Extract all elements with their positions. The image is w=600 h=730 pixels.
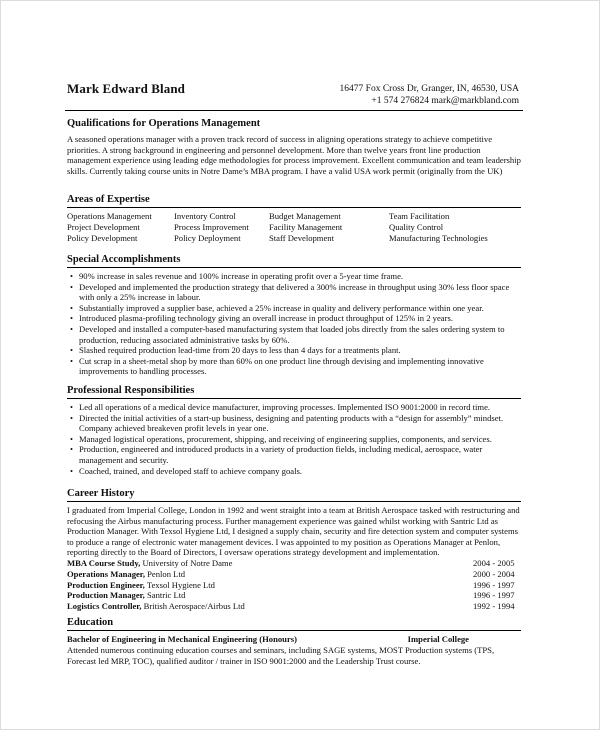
expertise-item: Policy Development	[67, 232, 138, 243]
career-row	[67, 601, 521, 612]
education-text: Attended numerous continuing education courses and seminars, including SAGE systems, MOST Production systems (TPS, Forecast led MRP, TOC), qualified auditor / trainer in ISO 9001:2000 and the Leadership Trust course.	[67, 645, 495, 666]
career-org: University of Notre Dame	[140, 557, 233, 568]
list-item: • Developed and implemented the production strategy that delivered a 300% increase in throughput using 30% less floor space with only a 25% increase in labour.	[67, 282, 521, 303]
career-rows	[67, 558, 521, 612]
list-item: • Developed and installed a computer-based manufacturing system that loaded jobs directly from the sales ordering system to production, reducing associated administrative tasks by 60%.	[67, 324, 521, 345]
accomplishments-list	[67, 271, 521, 377]
career-section	[67, 487, 521, 612]
education-section	[67, 616, 521, 666]
expertise-item: Quality Control	[389, 221, 444, 232]
education-degree: Bachelor of Engineering in Mechanical Engineering (Honours)	[67, 634, 297, 644]
career-heading: Career History	[67, 487, 521, 502]
expertise-grid	[67, 211, 521, 243]
list-item: • Slashed required production lead-time from 20 days to less than 4 days for a treatments plant.	[67, 345, 521, 356]
career-years: 1996 - 1997	[473, 590, 515, 601]
list-item: • Coached, trained, and developed staff to achieve company goals.	[67, 466, 521, 477]
header-divider	[65, 110, 523, 111]
education-degree-line	[67, 634, 521, 645]
career-org: British Aerospace/Airbus Ltd	[141, 601, 245, 612]
career-years: 2000 - 2004	[473, 568, 515, 579]
accomplishments-section	[67, 253, 521, 377]
list-item: • Production, engineered and introduced products in a variety of production fields, including medical, aerospace, water management and security.	[67, 444, 521, 465]
career-row	[67, 590, 521, 601]
expertise-section	[67, 193, 521, 243]
career-years: 1992 - 1994	[473, 601, 515, 612]
career-org: Penlon Ltd	[144, 568, 186, 579]
list-item: • Managed logistical operations, procurement, shipping, and receiving of engineering supplies, components, and services.	[67, 434, 521, 445]
responsibilities-heading: Professional Responsibilities	[67, 384, 521, 399]
expertise-item: Process Improvement	[174, 221, 249, 232]
career-role: Production Engineer,	[67, 579, 145, 590]
career-org: Texsol Hygiene Ltd	[144, 579, 215, 590]
expertise-item: Staff Development	[269, 232, 334, 243]
career-years: 2004 - 2005	[473, 557, 515, 568]
career-row	[67, 580, 521, 591]
list-item: • Directed the initial activities of a start-up business, designing and patenting products with a “design for assembly” mindset. Company achieved breakeven profit levels in year one.	[67, 413, 521, 434]
phone-email: +1 574 276824 mark@markbland.com	[371, 96, 519, 106]
career-role: MBA Course Study,	[67, 557, 141, 568]
expertise-heading: Areas of Expertise	[67, 193, 521, 208]
career-org: Santric Ltd	[144, 590, 186, 601]
expertise-item: Operations Management	[67, 211, 152, 221]
expertise-item: Manufacturing Technologies	[389, 232, 488, 243]
accomplishments-heading: Special Accomplishments	[67, 253, 521, 268]
expertise-item: Policy Deployment	[174, 232, 241, 243]
responsibilities-list	[67, 402, 521, 476]
list-item: • Led all operations of a medical device manufacturer, improving processes. Implemented ISO 9001:2000 in record time.	[67, 402, 521, 413]
education-institution: Imperial College	[407, 634, 469, 644]
candidate-name: Mark Edward Bland	[67, 81, 186, 96]
expertise-item: Team Facilitation	[389, 211, 450, 221]
address: 16477 Fox Cross Dr, Granger, IN, 46530, USA	[339, 84, 519, 94]
career-text: I graduated from Imperial College, London in 1992 and went straight into a team at British Aerospace tasked with restructuring and refocusing the Airbus manufacturing process. Further management experience was gained whilst working with Santric Ltd as Production Manager. With Texsol Hygiene Ltd, I designed a supply chain, security and fire detection system and computer systems to produce a range of electronic water management devices. I was appointed to my position as Operations Manager at Penlon, reporting directly to the Board of Directors, I oversaw operations strategy development and implementation.	[67, 505, 520, 558]
list-item: • Introduced plasma-profiling technology giving an overall increase in product throughput of 125% in 2 years.	[67, 313, 521, 324]
career-role: Logistics Controller,	[67, 601, 142, 612]
career-years: 1996 - 1997	[473, 579, 515, 590]
expertise-item: Facility Management	[269, 221, 343, 232]
contact-block	[340, 83, 519, 107]
qualifications-heading: Qualifications for Operations Management	[67, 118, 261, 129]
career-role: Production Manager,	[67, 590, 145, 601]
expertise-item: Budget Management	[269, 211, 341, 221]
career-row	[67, 569, 521, 580]
list-item: • Cut scrap in a sheet-metal shop by more than 60% on one product line through devising and implementing innovative improvements to handling processes.	[67, 356, 521, 377]
list-item: • Substantially improved a supplier base, achieved a 25% increase in quality and delivery performance within one year.	[67, 303, 521, 314]
expertise-item: Project Development	[67, 221, 140, 232]
responsibilities-section	[67, 384, 521, 476]
qualifications-section	[67, 117, 521, 176]
qualifications-text: A seasoned operations manager with a proven track record of success in aligning operations strategy to achieve competitive priorities. A strong background in engineering and personnel development. More than twelve years front line production management experience using leading edge methodologies for process improvement. Excellent communication and team leadership skills. Currently taking course units in Notre Dame’s MBA program. I have a valid USA work permit (originally from the UK)	[67, 134, 521, 176]
career-row	[67, 558, 521, 569]
education-heading: Education	[67, 616, 521, 631]
career-role: Operations Manager,	[67, 568, 145, 579]
expertise-item: Inventory Control	[174, 211, 236, 221]
list-item: • 90% increase in sales revenue and 100% increase in operating profit over a 5-year time frame.	[67, 271, 521, 282]
